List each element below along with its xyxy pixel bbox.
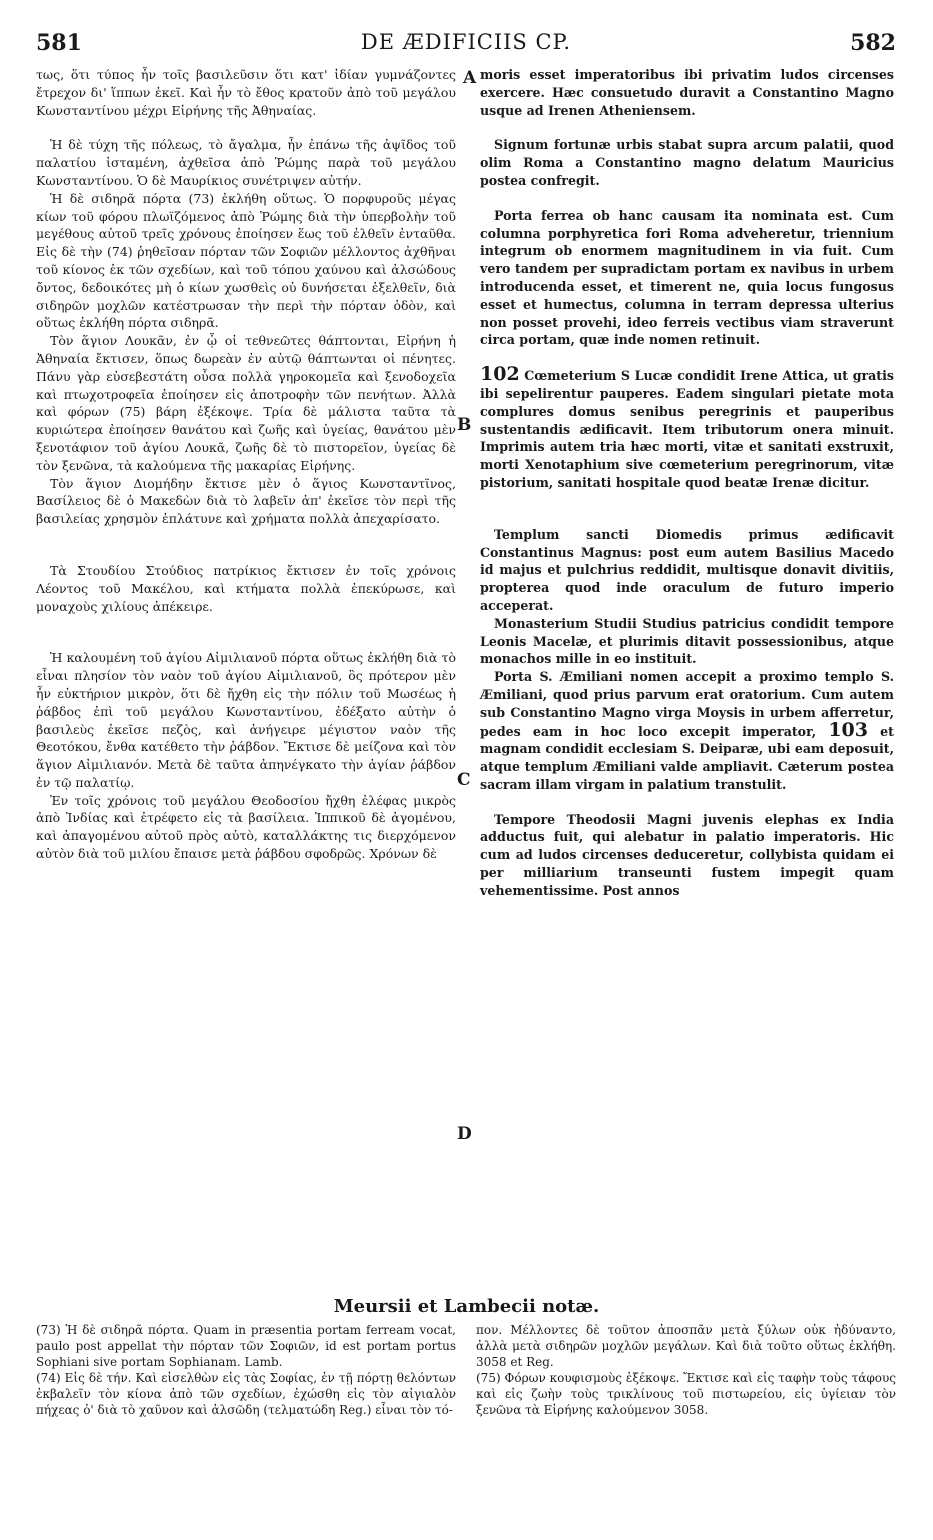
notes-left-column xyxy=(36,1322,456,1418)
latin-paragraph-text: Cœmeterium S Lucæ condidit Irene Attica, ut gratis ibi sepelirentur pauperes. Eadem singulari pietate mota complures domus senibus peregrinis et pauperibus sustentandis ædificavit. Item tributorum onera minuit. Imprimis autem tria hæc morti, vitæ et sanitati exstruxit, morti Xenotaphium sive cœmeterium peregrinorum, vitæ pistorium, sanitati hospitale quod beatæ Irenæ dicitur. xyxy=(480,368,894,490)
section-number: 103 xyxy=(828,718,868,741)
greek-paragraph: τως, ὅτι τύπος ἦν τοῖς βασιλεῦσιν ὅτι κατ' ἰδίαν γυμνάζοντες ἔτρεχον δι' ἵππων ἐκεῖ. Καὶ ἦν τὸ ἔθος κρατοῦν ἀπὸ τοῦ μεγάλου Κωνσταντίνου μέχρι Εἰρήνης τῆς Ἀθηναίας. xyxy=(36,67,456,118)
margin-letter-d: D xyxy=(457,1124,472,1144)
latin-paragraph-text: Porta S. Æmiliani nomen accepit a proximo templo S. Æmiliani, quod prius parvum erat oratorium. Cum autem sub Constantino Magno virga Moysis in urbem afferretur, pedes eam in hoc loco excepit imperator, xyxy=(480,669,894,739)
latin-paragraph: Templum sancti Diomedis primus ædificavit Constantinus Magnus: post eum autem Basilius Macedo id majus et pulchrius reddidit, multisque donavit divitiis, propterea quod inde oraculum de futuro imperio acceperat. xyxy=(480,526,894,613)
margin-letter-c: C xyxy=(457,770,471,790)
margin-letter-a: A xyxy=(463,68,477,88)
latin-paragraph: Porta ferrea ob hanc causam ita nominata est. Cum columna porphyretica fori Roma adveheretur, triennium integrum ob enormem magnitudinem in via fuit. Cum vero tandem per supradictam portam ex navibus in urbem introducenda esset, et timerent ne, quia locus fungosus esset et humectus, columna in terram depressa ulterius non posset provehi, ideo ferreis vectibus viam straverunt circa portam, quæ inde nomen retinuit. xyxy=(480,207,894,348)
greek-paragraph: Τὸν ἅγιον Λουκᾶν, ἐν ᾧ οἱ τεθνεῶτες θάπτονται, Εἰρήνη ἡ Ἀθηναία ἔκτισεν, ὅπως δωρεὰν ἐν αὐτῷ θάπτωνται οἱ πένητες. Πάνυ γὰρ εὐσεβεστάτη οὖσα πολλὰ γηροκομεῖα καὶ ξενοδοχεῖα καὶ πτωχοτροφεῖα ἐποίησεν εἰς ἀποτροφὴν τῶν πενήτων. Ἀλλὰ καὶ φόρων (75) βάρη ἐξέκοψε. Τρία δὲ μάλιστα ταῦτα τὰ κυριώτερα ἐποίησεν θανάτου καὶ ζωῆς καὶ ὑγείας, θανάτου μὲν ξενοτάφιον τοῦ ἁγίου Λουκᾶ, ζωῆς δὲ τὸ πιστορεῖον, ὑγείας δὲ τὸν ξενῶνα, τὰ καλούμενα τῆς μακαρίας Εἰρήνης. xyxy=(36,333,456,473)
margin-letter-b: B xyxy=(457,415,472,435)
page-number-left: 581 xyxy=(36,30,82,56)
greek-paragraph: Ἡ καλουμένη τοῦ ἁγίου Αἰμιλιανοῦ πόρτα οὕτως ἐκλήθη διὰ τὸ εἶναι πλησίον τὸν ναὸν τοῦ ἁγίου Αἰμιλιανοῦ, ὃς πρότερον μὲν ἦν εὐκτήριον μικρὸν, ὅτι δὲ ἤχθη εἰς τὴν πόλιν τοῦ Μωσέως ἡ ῥάβδος ἐπὶ τοῦ μεγάλου Κωνσταντίνου, ἐδέξατο αὐτὴν ὁ βασιλεὺς ἐκεῖσε πεζὸς, καὶ ἀνήγειρε μέγιστον ναὸν τῆς Θεοτόκου, ἔνθα κατέθετο τὴν ῥάβδον. Ἔκτισε δὲ μείζονα καὶ τὸν ἅγιον Αἰμιλιανόν. Μετὰ δὲ ταῦτα ἀπηνέγκατο τὴν ἁγίαν ῥάβδον ἐν τῷ παλατίῳ. xyxy=(36,650,456,790)
greek-column xyxy=(36,66,456,863)
notes-heading: Meursii et Lambecii notæ. xyxy=(333,1296,600,1317)
greek-paragraph: Ἐν τοῖς χρόνοις τοῦ μεγάλου Θεοδοσίου ἤχθη ἐλέφας μικρὸς ἀπὸ Ἰνδίας καὶ ἐτρέφετο εἰς τὰ βασίλεια. Ἱππικοῦ δὲ ἀγομένου, καὶ ἀπαγομένου αὐτοῦ πρὸς αὐτὸ, καταλλάκτης τις διερχόμενον αὐτὸν διὰ τοῦ μιλίου ἔπαισε μετὰ ῥάβδου σφοδρῶς. Χρόνων δὲ xyxy=(36,792,456,862)
greek-paragraph: Τὸν ἅγιον Διομήδην ἔκτισε μὲν ὁ ἅγιος Κωνσταντῖνος, Βασίλειος δὲ ὁ Μακεδὼν διὰ τὸ λαβεῖν ἀπ' ἐκεῖσε τὸν περὶ τῆς βασιλείας χρησμὸν ἐπλάτυνε καὶ χρήματα πολλὰ ἀπεχαρίσατο. xyxy=(36,475,456,527)
running-title: DE ÆDIFICIIS CP. xyxy=(360,30,572,54)
footnote: (75) Φόρων κουφισμοὺς ἐξέκοψε. Ἔκτισε καὶ εἰς ταφὴν τοὺς τάφους καὶ εἰς ζωὴν τοὺς τρικλίνους τοῦ πιστωρείου, εἰς ὑγίειαν τὸν ξενῶνα τὰ Εἰρήνης καλούμενον 3058. xyxy=(476,1371,896,1417)
page-number-right: 582 xyxy=(850,30,896,56)
footnote: (74) Εἰς δὲ τήν. Καὶ εἰσελθὼν εἰς τὰς Σοφίας, ἐν τῇ πόρτῃ θελόντων ἐκβαλεῖν τὸν κίονα ἀπὸ τῶν σχεδίων, ἐχώσθη εἰς τὸν αἰγιαλὸν πήχεας ὀ' διὰ τὸ χαῦνον καὶ ἀλσῶδη (τελματώδη Reg.) εἶναι τὸν τό- xyxy=(36,1371,456,1417)
latin-paragraph-text: et magnam condidit ecclesiam S. Deiparæ, ubi eam deposuit, atque templum Æmiliani valde ampliavit. Cæterum postea sacram illam virgam in palatium transtulit. xyxy=(480,723,894,792)
latin-paragraph xyxy=(480,363,894,492)
latin-paragraph: Tempore Theodosii Magni juvenis elephas ex India adductus fuit, qui alebatur in palatio imperatoris. Hic cum ad ludos circenses deduceretur, collybista quidam ei per milliarium transeunti fustem impegit quam vehementissime. Post annos xyxy=(480,811,894,898)
latin-column xyxy=(480,66,894,900)
running-header xyxy=(36,30,896,60)
latin-paragraph: Signum fortunæ urbis stabat supra arcum palatii, quod olim Roma a Constantino magno delatum Mauricius postea confregit. xyxy=(480,137,894,188)
greek-paragraph: Ἡ δὲ σιδηρᾶ πόρτα (73) ἐκλήθη οὕτως. Ὁ πορφυροῦς μέγας κίων τοῦ φόρου πλωϊζόμενος ἀπὸ Ῥώμης διὰ τὴν ὑπερβολὴν τοῦ μεγέθους αὐτοῦ τρεῖς χρόνους ἐποίησεν ἕως τοῦ ἐλθεῖν ἐνταῦθα. Εἰς δὲ τὴν (74) ῥηθεῖσαν πόρταν τῶν Σοφιῶν μέλλοντος ἀχθῆναι τοῦ κίονος ἐκ τῶν σχεδίων, καὶ τοῦ τόπου χαύνου καὶ ἀλσώδους ὄντος, δεδοικότες μὴ ὁ κίων χωσθεὶς οὐ δυνήσεται ἐξελθεῖν, διὰ σιδηρῶν μοχλῶν κατέστρωσαν τὴν περὶ τὴν πόρταν ὁδὸν, καὶ οὕτως ἐκλήθη πόρτα σιδηρᾶ. xyxy=(36,190,456,331)
greek-paragraph: Ἡ δὲ τύχη τῆς πόλεως, τὸ ἄγαλμα, ἦν ἐπάνω τῆς ἀψῖδος τοῦ παλατίου ἱσταμένη, ἀχθεῖσα ἀπὸ Ῥώμης παρὰ τοῦ μεγάλου Κωνσταντίνου. Ὁ δὲ Μαυρίκιος συνέτριψεν αὐτήν. xyxy=(36,137,456,188)
latin-paragraph: Monasterium Studii Studius patricius condidit tempore Leonis Macelæ, et plurimis ditavit possessionibus, atque monachos mille in eo instituit. xyxy=(480,615,894,667)
section-number: 102 xyxy=(480,363,520,386)
footnote: (73) Ἡ δὲ σιδηρᾶ πόρτα. Quam in præsentia portam ferream vocat, paulo post appellat τὴν πόρταν τῶν Σοφιῶν, id est portam portus Sophiani sive portam Sophianam. Lamb. xyxy=(36,1323,456,1369)
notes-right-column xyxy=(476,1322,896,1418)
footnote: πον. Μέλλοντες δὲ τοῦτον ἀποσπᾶν μετὰ ξύλων οὐκ ἠδύναντο, ἀλλὰ μετὰ σιδηρῶν μοχλῶν μεγάλων. Καὶ διὰ τοῦτο οὕτως ἐκλήθη. 3058 et Reg. xyxy=(476,1323,896,1369)
latin-paragraph: moris esset imperatoribus ibi privatim ludos circenses exercere. Hæc consuetudo duravit a Constantino Magno usque ad Irenen Atheniensem. xyxy=(480,67,894,118)
greek-paragraph: Τὰ Στουδίου Στούδιος πατρίκιος ἔκτισεν ἐν τοῖς χρόνοις Λέοντος τοῦ Μακέλου, καὶ κτήματα πολλὰ ἐπεκύρωσε, καὶ μοναχοὺς χιλίους ἀπέκειρε. xyxy=(36,562,456,614)
latin-paragraph xyxy=(480,668,894,794)
